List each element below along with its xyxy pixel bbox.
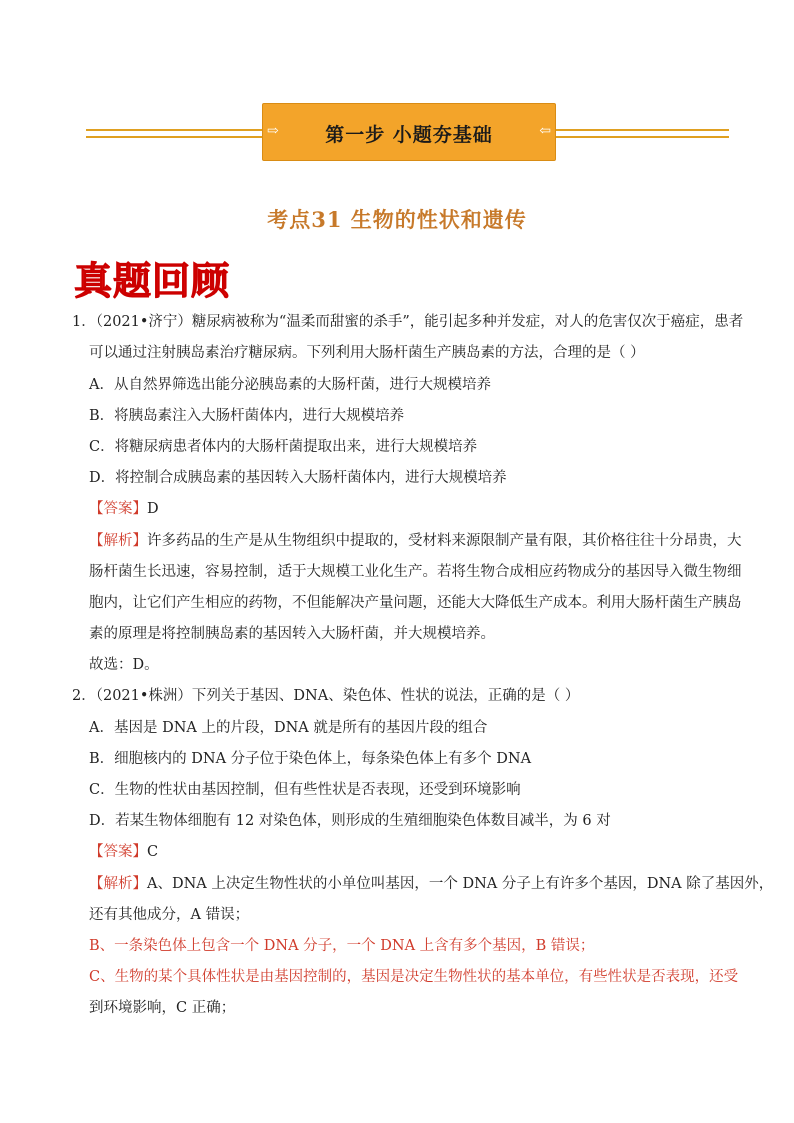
q2-analysis-line2: 还有其他成分，A 错误； (89, 907, 250, 923)
banner-rule-right-bottom (556, 136, 729, 138)
q1-analysis-line4: 素的原理是将控制胰岛素的基因转入大肠杆菌，并大规模培养。 (89, 626, 495, 642)
q1-answer (89, 497, 159, 518)
q2-option-c: C．生物的性状由基因控制，但有些性状是否表现，还受到环境影响 (89, 782, 521, 798)
banner-rule-left-top (86, 129, 262, 131)
q2-analysis-text1: A、DNA 上决定生物性状的小单位叫基因，一个 DNA 分子上有许多个基因，DNA 除了基因外， (147, 876, 774, 892)
q2-option-d: D．若某生物体细胞有 12 对染色体，则形成的生殖细胞染色体数目减半，为 6 对 (89, 813, 611, 829)
section-banner (86, 103, 729, 163)
q1-analysis-line3: 胞内，让它们产生相应的药物，不但能解决产量问题，还能大大降低生产成本。利用大肠杆菌生产胰岛 (89, 595, 742, 611)
q2-analysis-line5: 到环境影响，C 正确； (89, 1000, 236, 1016)
banner-rule-left-bottom (86, 136, 262, 138)
q2-analysis-line3: B、一条染色体上包含一个 DNA 分子，一个 DNA 上含有多个基因，B 错误； (89, 938, 595, 954)
q2-answer-tag: 【答案】 (89, 844, 147, 860)
q2-option-a: A．基因是 DNA 上的片段，DNA 就是所有的基因片段的组合 (89, 720, 488, 736)
q1-option-d: D．将控制合成胰岛素的基因转入大肠杆菌体内，进行大规模培养 (89, 470, 507, 486)
q1-option-b: B．将胰岛素注入大肠杆菌体内，进行大规模培养 (89, 408, 405, 424)
q2-answer (89, 840, 158, 861)
q1-stem-line2: 可以通过注射胰岛素治疗糖尿病。下列利用大肠杆菌生产胰岛素的方法，合理的是（ ） (89, 345, 645, 361)
q1-option-a: A．从自然界筛选出能分泌胰岛素的大肠杆菌，进行大规模培养 (89, 377, 491, 393)
banner-rule-right-top (556, 129, 729, 131)
q1-answer-value: D (147, 501, 159, 517)
q1-analysis-tag: 【解析】 (89, 533, 147, 549)
banner-title: 第一步 小题夯基础 (325, 124, 493, 146)
banner-box (262, 103, 556, 161)
q2-option-b: B．细胞核内的 DNA 分子位于染色体上，每条染色体上有多个 DNA (89, 751, 532, 767)
q2-answer-value: C (147, 844, 159, 860)
q1-conclusion: 故选：D。 (89, 657, 159, 673)
topic-title: 考点31 生物的性状和遗传 (267, 207, 527, 232)
q1-option-c: C．将糖尿病患者体内的大肠杆菌提取出来，进行大规模培养 (89, 439, 478, 455)
q2-analysis-line1 (89, 872, 773, 893)
section-stamp: 真题回顾 (74, 259, 231, 303)
q1-analysis-line2: 肠杆菌生长迅速，容易控制，适于大规模工业化生产。若将生物合成相应药物成分的基因导入微生物细 (89, 564, 742, 580)
q1-answer-tag: 【答案】 (89, 501, 147, 517)
q1-analysis-line1 (89, 529, 742, 550)
q2-stem: 2．（2021•株洲）下列关于基因、DNA、染色体、性状的说法，正确的是（ ） (72, 688, 580, 704)
q2-analysis-line4: C、生物的某个具体性状是由基因控制的，基因是决定生物性状的基本单位，有些性状是否表现，还受 (89, 969, 739, 985)
arrow-left-icon: ⇦ (539, 123, 551, 139)
q1-stem-line1: 1．（2021•济宁）糖尿病被称为“温柔而甜蜜的杀手”，能引起多种并发症，对人的危害仅次于癌症，患者 (72, 314, 744, 330)
q1-analysis-text1: 许多药品的生产是从生物组织中提取的，受材料来源限制产量有限，其价格往往十分昂贵，大 (147, 533, 742, 549)
q2-analysis-tag: 【解析】 (89, 876, 147, 892)
arrow-right-icon: ⇨ (267, 123, 279, 139)
